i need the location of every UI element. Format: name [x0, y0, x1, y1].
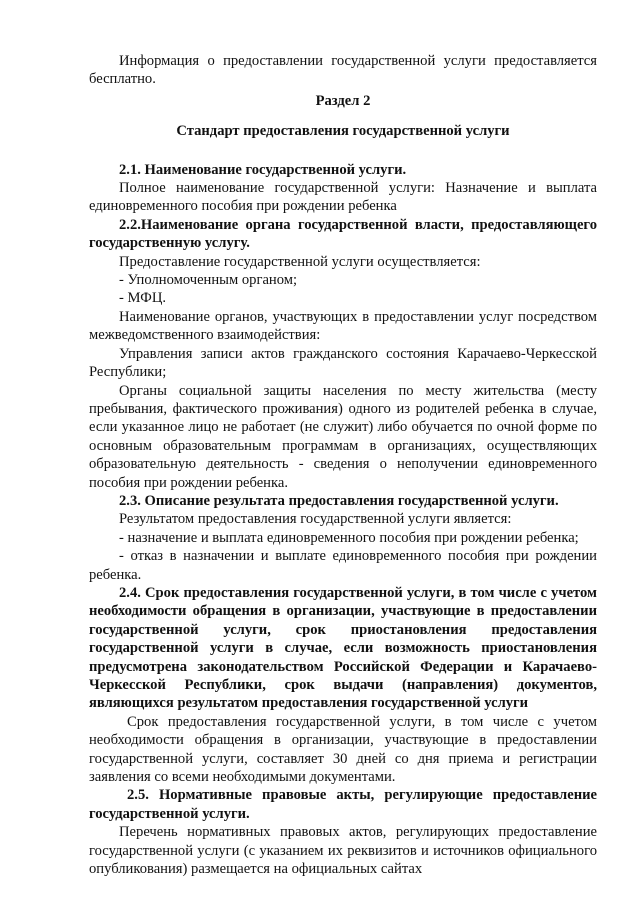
s23-heading: 2.3. Описание результата предоставления государственной услуги.	[119, 492, 559, 509]
document-page	[89, 52, 597, 878]
s22-orgs-intro: Наименование органов, участвующих в предоставлении услуг посредством межведомственного взаимодействия:	[89, 308, 597, 344]
s22-org-2: Органы социальной защиты населения по месту жительства (месту пребывания, фактического проживания) одного из родителей ребенка в случае, если указанное лицо не работает (не служит) либо обучается по очной форме по основным образовательным программам в организациях, осуществляющих образовательную деятельность - сведения о неполучении единовременного пособия при рождении ребенка.	[89, 382, 597, 491]
s22-item-1: - Уполномоченным органом;	[119, 272, 298, 289]
standard-title: Стандарт предоставления государственной услуги	[176, 123, 510, 140]
s22-heading: 2.2.Наименование органа государственной власти, предоставляющего государственную услугу.	[89, 216, 597, 252]
s25-text: Перечень нормативных правовых актов, регулирующих предоставление государственной услуги (с указанием их реквизитов и источников официального опубликования) размещается на официальных сайтах	[89, 824, 597, 878]
intro-paragraph: Информация о предоставлении государственной услуги предоставляется бесплатно.	[89, 53, 597, 88]
s24-text: Срок предоставления государственной услуги, в том числе с учетом необходимости обращения в организации, участвующие в предоставлении государственной услуги, составляет 30 дней со дня приема и регистрации заявления со всеми необходимыми документами.	[89, 713, 597, 786]
s22-item-2: - МФЦ.	[119, 290, 167, 307]
s23-text: Результатом предоставления государственной услуги является:	[119, 511, 512, 528]
s23-item-1: - назначение и выплата единовременного пособия при рождении ребенка;	[119, 529, 579, 546]
s21-heading: 2.1. Наименование государственной услуги.	[119, 161, 407, 178]
s23-item-2: - отказ в назначении и выплате единовременного пособия при рождении ребенка.	[89, 548, 597, 583]
s24-heading: 2.4. Срок предоставления государственной услуги, в том числе с учетом необходимости обращения в организации, участвующие в предоставлении государственной услуги, срок приостановления предоставления государственной услуги в случае, если возможность приостановления предусмотрена законодательством Российской Федерации и Карачаево-Черкесской Республики, срок выдачи (направления) документов, являющихся результатом предоставления государственной услуги	[89, 584, 597, 712]
s22-org-1: Управления записи актов гражданского состояния Карачаево-Черкесской Республики;	[89, 345, 597, 381]
section-title: Раздел 2	[315, 92, 371, 109]
s22-provided-by: Предоставление государственной услуги осуществляется:	[119, 253, 481, 270]
s21-text: Полное наименование государственной услуги: Назначение и выплата единовременного пособия при рождении ребенка	[89, 180, 597, 215]
s25-heading: 2.5. Нормативные правовые акты, регулирующие предоставление государственной услуги.	[89, 787, 597, 822]
